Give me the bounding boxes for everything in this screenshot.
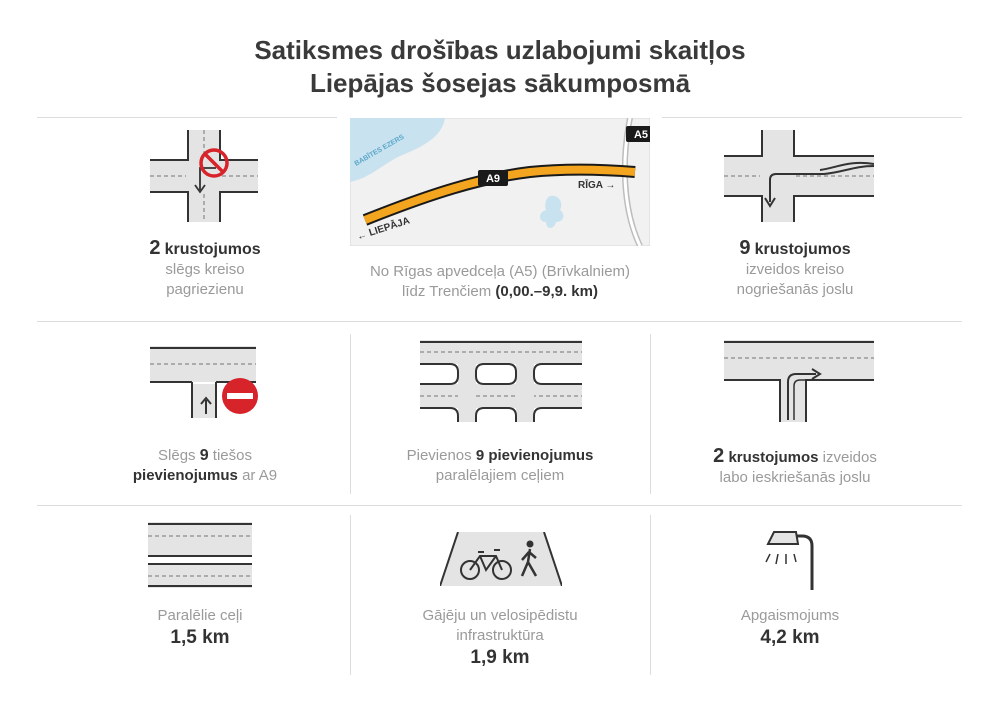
left-lane-word: krustojumos	[754, 241, 851, 258]
pedestrian-text	[380, 606, 620, 670]
connect-text	[380, 446, 620, 486]
lake-label: BABĪTES EZERS	[353, 133, 406, 168]
close-access-post: tiešos	[212, 447, 252, 464]
close-access-pre: Slēgs	[158, 447, 196, 464]
liepaja-label: ← LIEPĀJA	[355, 215, 412, 243]
route-map	[350, 118, 650, 246]
lighting-value: 4,2 km	[760, 627, 820, 648]
divider	[37, 117, 337, 118]
pedestrian-value: 1,9 km	[470, 647, 530, 668]
divider	[37, 321, 962, 322]
right-acceleration-lane-icon	[724, 340, 874, 422]
divider	[350, 334, 351, 494]
close-access-count: 9	[199, 447, 209, 464]
closed-access-icon	[150, 346, 262, 418]
right-lane-bold: krustojumos	[728, 449, 819, 466]
close-access-bold: pievienojumus	[132, 467, 238, 484]
page-title	[0, 34, 1000, 100]
left-lane-line2: izveidos kreiso	[745, 261, 845, 278]
riga-label: RĪGA →	[578, 180, 616, 191]
close-access-post2: ar A9	[242, 467, 278, 484]
parallel-label: Paralēlie ceļi	[157, 607, 243, 624]
parallel-roads-icon	[148, 522, 252, 588]
close-access-text	[100, 446, 310, 486]
divider	[350, 515, 351, 675]
left-lane-text	[690, 238, 900, 300]
left-turn-word: krustojumos	[164, 241, 261, 258]
left-lane-line3: nogriešanās joslu	[736, 281, 854, 298]
left-turn-line2: slēgs kreiso	[165, 261, 245, 278]
parallel-connection-icon	[420, 340, 582, 422]
divider	[37, 505, 962, 506]
title-line-1: Satiksmes drošības uzlabojumi skaitļos	[254, 35, 746, 65]
street-light-icon	[760, 524, 830, 590]
left-turn-text	[100, 238, 310, 300]
bicycle-pedestrian-icon	[440, 532, 562, 586]
title-line-2: Liepājas šosejas sākumposmā	[309, 68, 691, 98]
divider	[662, 117, 962, 118]
map-desc-line1: No Rīgas apvedceļa (A5) (Brīvkalniem)	[369, 263, 631, 280]
right-lane-count: 2	[713, 445, 725, 467]
divider	[650, 515, 651, 675]
no-left-turn-intersection-icon	[150, 130, 258, 222]
map-desc-line2: līdz Trenčiem	[402, 283, 492, 300]
parallel-value: 1,5 km	[170, 627, 230, 648]
map-km-range: (0,00.–9,9. km)	[495, 283, 598, 300]
divider	[650, 334, 651, 494]
left-turn-count: 2	[149, 237, 161, 259]
parallel-text	[100, 606, 300, 650]
connect-bold: 9 pievienojumus	[475, 447, 594, 464]
left-lane-count: 9	[739, 237, 751, 259]
right-lane-line2: labo ieskriešanās joslu	[719, 469, 871, 486]
right-lane-text	[670, 446, 920, 488]
map-description	[320, 262, 680, 302]
left-turn-lane-icon	[724, 130, 874, 222]
pedestrian-line1: Gājēju un velosipēdistu	[422, 607, 578, 624]
left-turn-line3: pagriezienu	[166, 281, 244, 298]
lighting-text	[690, 606, 890, 650]
road-a9-label: A9	[485, 173, 501, 185]
connect-pre: Pievienos	[406, 447, 472, 464]
road-a5-label: A5	[633, 129, 649, 141]
pedestrian-line2: infrastruktūra	[456, 627, 544, 644]
connect-line2: paralēlajiem ceļiem	[435, 467, 565, 484]
lighting-label: Apgaismojums	[740, 607, 840, 624]
right-lane-post: izveidos	[822, 449, 877, 466]
